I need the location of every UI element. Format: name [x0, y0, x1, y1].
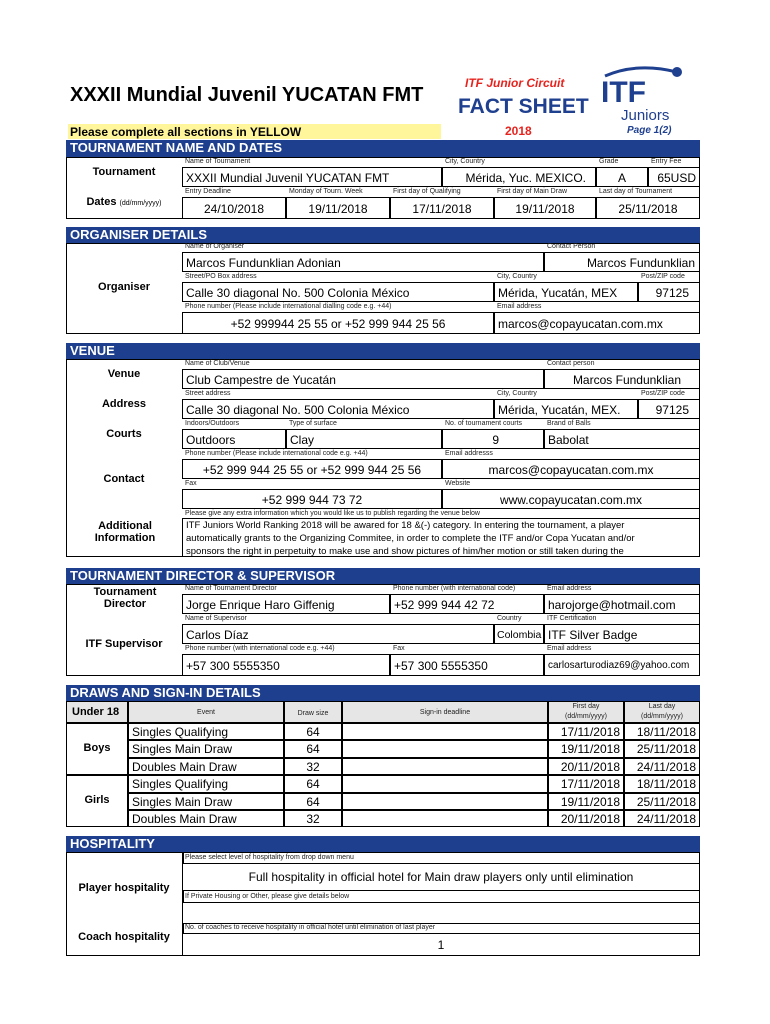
main-draw-value: 19/11/2018	[515, 202, 575, 216]
boys-draw-last-value: 18/11/2018	[636, 725, 696, 739]
venue-fax-value: +52 999 944 73 72	[261, 493, 363, 507]
venue-city-field[interactable]	[494, 399, 638, 419]
hospitality-select-value: Full hospitality in official hotel for Main draw players only until elimination	[248, 870, 634, 884]
boys-draw-size-value: 64	[306, 725, 320, 739]
grade-value: A	[617, 171, 626, 185]
qualifying-value: 17/11/2018	[412, 202, 472, 216]
venue-email-field[interactable]	[442, 459, 700, 479]
td-phone-field[interactable]	[390, 594, 544, 614]
venue-city-label: City, Country	[497, 390, 537, 397]
entry-fee-field[interactable]	[648, 167, 700, 187]
organiser-phone-label: Phone number (Please include international dialling code e.g. +44)	[185, 303, 392, 310]
boys-draw-last-value: 24/11/2018	[636, 760, 696, 774]
venue-person-value: Marcos Fundunklian	[572, 373, 681, 387]
organiser-email-label: Email address	[497, 303, 542, 310]
last-day-label: Last day of Tournament	[599, 188, 673, 195]
balls-field[interactable]	[544, 429, 700, 449]
extra-info-label: Please give any extra information which you would like us to publish regarding the venue below	[185, 510, 480, 517]
qualifying-label: First day of Qualifying	[393, 188, 461, 195]
venue-email-value: marcos@copayucatan.com.mx	[488, 463, 654, 477]
entry-fee-value: 65USD	[657, 171, 696, 185]
boys-draw-first-value: 17/11/2018	[560, 725, 620, 739]
venue-row-label: Venue	[107, 368, 141, 380]
td-email-value: harojorge@hotmail.com	[548, 598, 676, 612]
supervisor-row-label: ITF Supervisor	[85, 638, 163, 650]
girls-draw-first-value: 17/11/2018	[560, 777, 620, 791]
girls-label: Girls	[84, 794, 110, 806]
girls-draw-event-value: Doubles Main Draw	[132, 812, 237, 826]
girls-draw-last-cell[interactable]	[624, 793, 700, 810]
girls-draw-event-cell[interactable]	[128, 793, 284, 810]
sup-country-field[interactable]	[494, 624, 544, 644]
boys-draw-first-cell[interactable]	[548, 723, 624, 740]
tournament-name-label: Name of Tournament	[185, 158, 251, 165]
sup-email-field[interactable]	[544, 654, 700, 676]
last-day-value: 25/11/2018	[618, 202, 678, 216]
venue-street-value: Calle 30 diagonal No. 500 Colonia México	[186, 403, 410, 417]
venue-post-value: 97125	[655, 403, 689, 417]
organiser-city-value: Mérida, Yucatán, MEX	[498, 286, 618, 300]
year-label: 2018	[505, 124, 532, 138]
girls-draw-signin-cell[interactable]	[342, 810, 548, 827]
boys-draw-size-value: 32	[306, 760, 320, 774]
private-housing-field[interactable]	[182, 902, 700, 924]
organiser-post-label: Post/ZIP code	[641, 273, 685, 280]
td-email-field[interactable]	[544, 594, 700, 614]
venue-fax-label: Fax	[185, 480, 197, 487]
sup-email-label: Email address	[547, 645, 592, 652]
page-title: XXXII Mundial Juvenil YUCATAN FMT	[70, 84, 424, 106]
last-day-field[interactable]	[596, 197, 700, 219]
boys-label: Boys	[83, 742, 111, 754]
entry-deadline-value: 24/10/2018	[203, 202, 265, 216]
entry-fee-label: Entry Fee	[651, 158, 682, 165]
club-value: Club Campestre de Yucatán	[186, 373, 336, 387]
venue-phone-value: +52 999 944 25 55 or +52 999 944 25 56	[202, 463, 422, 477]
boys-draw-size-value: 64	[306, 742, 320, 756]
extra-info-line-3: sponsors the right in perpetuity to make use and show pictures of him/her motion or still taken during the	[186, 546, 624, 557]
sup-cert-label: ITF Certification	[547, 615, 597, 622]
sup-name-label: Name of Supervisor	[185, 615, 247, 622]
first-day-format-text: (dd/mm/yyyy)	[565, 713, 607, 720]
organiser-city-field[interactable]	[494, 282, 638, 302]
girls-draw-size-value: 64	[306, 795, 320, 809]
dates-label-text: Dates	[86, 196, 117, 208]
surface-value: Clay	[290, 433, 315, 447]
extra-info-line-1: ITF Juniors World Ranking 2018 will be awared for 18 &(-) category. In entering the tournament, a player	[186, 520, 625, 531]
boys-draw-event-cell[interactable]	[128, 740, 284, 758]
girls-draw-first-cell[interactable]	[548, 775, 624, 793]
last-day-format-text: (dd/mm/yyyy)	[641, 713, 683, 720]
section-hospitality: HOSPITALITY	[66, 836, 700, 852]
website-label: Website	[445, 480, 471, 487]
organiser-contact-label: Contact Person	[547, 243, 596, 250]
boys-draw-event-value: Doubles Main Draw	[132, 760, 237, 774]
draw-size-header	[284, 701, 342, 723]
venue-person-label: Contact person	[547, 360, 595, 367]
organiser-name-value: Marcos Fundunklian Adonian	[186, 256, 341, 270]
inout-field[interactable]	[182, 429, 286, 449]
girls-draw-last-cell[interactable]	[624, 810, 700, 827]
boys-draw-signin-cell[interactable]	[342, 740, 548, 758]
boys-draw-event-cell[interactable]	[128, 723, 284, 740]
girls-draw-first-cell[interactable]	[548, 793, 624, 810]
organiser-street-field[interactable]	[182, 282, 494, 302]
sup-cert-field[interactable]	[544, 624, 700, 644]
tournament-name-value: XXXII Mundial Juvenil YUCATAN FMT	[186, 171, 390, 185]
girls-draw-event-value: Singles Main Draw	[132, 795, 233, 809]
sup-fax-value: +57 300 5555350	[394, 659, 488, 673]
entry-deadline-field[interactable]	[182, 197, 286, 219]
girls-draw-event-cell[interactable]	[128, 775, 284, 793]
girls-group-cell	[66, 775, 128, 827]
logo-juniors-text: Juniors	[621, 107, 670, 122]
instruction-text: Please complete all sections in YELLOW	[70, 125, 302, 139]
address-row-label: Address	[101, 398, 147, 410]
website-field[interactable]	[442, 489, 700, 509]
girls-draw-size-cell[interactable]	[284, 810, 342, 827]
td-name-value: Jorge Enrique Haro Giffenig	[186, 598, 335, 612]
section-organiser: ORGANISER DETAILS	[66, 227, 700, 243]
td-phone-value: +52 999 944 42 72	[394, 598, 495, 612]
signin-header	[342, 701, 548, 723]
organiser-row-label: Organiser	[98, 281, 150, 293]
venue-city-value: Mérida, Yucatán, MEX.	[498, 403, 621, 417]
boys-draw-first-cell[interactable]	[548, 740, 624, 758]
organiser-street-value: Calle 30 diagonal No. 500 Colonia México	[186, 286, 410, 300]
venue-post-label: Post/ZIP code	[641, 390, 685, 397]
venue-fax-field[interactable]	[182, 489, 442, 509]
grade-field[interactable]	[596, 167, 648, 187]
girls-draw-last-value: 25/11/2018	[636, 795, 696, 809]
girls-draw-event-value: Singles Qualifying	[132, 777, 229, 791]
sup-name-value: Carlos Díaz	[186, 628, 249, 642]
girls-draw-first-cell[interactable]	[548, 810, 624, 827]
boys-draw-last-cell[interactable]	[624, 758, 700, 775]
organiser-email-value: marcos@copayucatan.com.mx	[498, 317, 663, 331]
organiser-city-label: City, Country	[497, 273, 537, 280]
dates-format-text: (dd/mm/yyyy)	[119, 200, 162, 207]
qualifying-field[interactable]	[390, 197, 494, 219]
section-director: TOURNAMENT DIRECTOR & SUPERVISOR	[66, 568, 700, 584]
sup-phone-field[interactable]	[182, 654, 390, 676]
girls-draw-last-cell[interactable]	[624, 775, 700, 793]
venue-post-field[interactable]	[638, 399, 700, 419]
venue-street-label: Street address	[185, 390, 231, 397]
girls-draw-size-value: 64	[306, 777, 320, 791]
sup-phone-value: +57 300 5555350	[186, 659, 280, 673]
organiser-contact-value: Marcos Fundunklian	[586, 256, 695, 270]
itf-juniors-logo	[597, 62, 687, 122]
sup-country-label: Country	[497, 615, 522, 622]
main-draw-field[interactable]	[494, 197, 596, 219]
td-name-label: Name of Tournament Director	[185, 585, 277, 592]
td-name-field[interactable]	[182, 594, 390, 614]
tournament-city-label: City, Country	[445, 158, 485, 165]
tournament-city-field[interactable]	[442, 167, 596, 187]
sup-phone-label: Phone number (with international code e.g. +44)	[185, 645, 335, 652]
inout-value: Outdoors	[186, 433, 236, 447]
venue-email-label: Email addresss	[445, 450, 493, 457]
sup-email-value: carlosarturodiaz69@yahoo.com	[548, 660, 690, 671]
td-email-label: Email address	[547, 585, 592, 592]
girls-draw-first-value: 19/11/2018	[560, 795, 620, 809]
organiser-contact-field[interactable]	[544, 252, 700, 272]
age-group-cell	[66, 701, 128, 723]
venue-street-field[interactable]	[182, 399, 494, 419]
courts-number-value: 9	[492, 433, 499, 447]
girls-draw-signin-cell[interactable]	[342, 793, 548, 810]
boys-draw-event-value: Singles Main Draw	[132, 742, 233, 756]
draw-size-header-text: Draw size	[297, 710, 329, 717]
courts-number-field[interactable]	[442, 429, 544, 449]
section-tournament: TOURNAMENT NAME AND DATES	[66, 140, 700, 157]
organiser-phone-field[interactable]	[182, 312, 494, 334]
organiser-post-field[interactable]	[638, 282, 700, 302]
boys-draw-first-cell[interactable]	[548, 758, 624, 775]
boys-draw-signin-cell[interactable]	[342, 758, 548, 775]
signin-header-text: Sign-in deadline	[419, 709, 471, 716]
extra-info-field[interactable]	[182, 518, 700, 557]
club-field[interactable]	[182, 369, 544, 389]
boys-draw-last-cell[interactable]	[624, 723, 700, 740]
boys-draw-event-cell[interactable]	[128, 758, 284, 775]
boys-group-cell	[66, 723, 128, 775]
boys-draw-last-cell[interactable]	[624, 740, 700, 758]
monday-value: 19/11/2018	[308, 202, 368, 216]
sup-fax-label: Fax	[393, 645, 405, 652]
hospitality-select-label: Please select level of hospitality from drop down menu	[185, 854, 354, 861]
tournament-city-value: Mérida, Yuc. MEXICO.	[465, 171, 586, 185]
last-day-header-text: Last day	[648, 703, 676, 710]
girls-draw-first-value: 20/11/2018	[560, 812, 620, 826]
boys-draw-size-cell[interactable]	[284, 740, 342, 758]
boys-draw-last-value: 25/11/2018	[636, 742, 696, 756]
additional-info-row-label: Additional Information	[94, 520, 156, 544]
logo-itf-text: ITF	[601, 76, 646, 109]
last-day-header	[624, 701, 700, 723]
sup-name-field[interactable]	[182, 624, 494, 644]
organiser-name-label: Name of Organiser	[185, 243, 245, 250]
girls-draw-size-cell[interactable]	[284, 793, 342, 810]
girls-draw-size-cell[interactable]	[284, 775, 342, 793]
inout-label: Indoors/Outdoors	[185, 420, 240, 427]
grade-label: Grade	[599, 158, 619, 165]
organiser-phone-value: +52 999944 25 55 or +52 999 944 25 56	[230, 317, 446, 331]
player-hospitality-label: Player hospitality	[78, 882, 170, 894]
girls-draw-last-value: 24/11/2018	[636, 812, 696, 826]
organiser-name-field[interactable]	[182, 252, 544, 272]
surface-field[interactable]	[286, 429, 442, 449]
section-draws: DRAWS AND SIGN-IN DETAILS	[66, 685, 700, 701]
balls-label: Brand of Balls	[547, 420, 591, 427]
circuit-label: ITF Junior Circuit	[465, 76, 565, 90]
td-phone-label: Phone number (with international code)	[393, 585, 516, 592]
courts-row-label: Courts	[106, 428, 142, 440]
coaches-value: 1	[437, 938, 445, 952]
courts-number-label: No. of tournament courts	[445, 420, 523, 427]
boys-draw-size-cell[interactable]	[284, 758, 342, 775]
tournament-name-field[interactable]	[182, 167, 442, 187]
club-label: Name of Club/Venue	[185, 360, 250, 367]
balls-value: Babolat	[548, 433, 589, 447]
monday-field[interactable]	[286, 197, 390, 219]
boys-draw-first-value: 20/11/2018	[560, 760, 620, 774]
page-number: Page 1(2)	[627, 125, 672, 136]
director-row-label: Tournament Director	[93, 586, 157, 610]
dates-row-label	[66, 196, 182, 208]
surface-label: Type of surface	[289, 420, 337, 427]
sup-fax-field[interactable]	[390, 654, 544, 676]
event-header-text: Event	[197, 709, 215, 716]
fact-sheet-heading: FACT SHEET	[458, 95, 589, 118]
first-day-header	[548, 701, 624, 723]
organiser-post-value: 97125	[655, 286, 689, 300]
event-header	[128, 701, 284, 723]
organiser-street-label: Street/PO Box address	[185, 273, 257, 280]
venue-person-field[interactable]	[544, 369, 700, 389]
boys-draw-event-value: Singles Qualifying	[132, 725, 229, 739]
private-housing-label: If Private Housing or Other, please give details below	[185, 893, 350, 900]
venue-phone-label: Phone number (Please include international code e.g. +44)	[185, 450, 368, 457]
tournament-row-label: Tournament	[92, 166, 156, 178]
contact-row-label: Contact	[103, 473, 145, 485]
girls-draw-event-cell[interactable]	[128, 810, 284, 827]
boys-draw-first-value: 19/11/2018	[560, 742, 620, 756]
sup-country-value: Colombia	[497, 629, 542, 641]
boys-draw-size-cell[interactable]	[284, 723, 342, 740]
monday-label: Monday of Tourn. Week	[289, 188, 363, 195]
first-day-header-text: First day	[572, 703, 600, 710]
main-draw-label: First day of Main Draw	[497, 188, 568, 195]
boys-draw-signin-cell[interactable]	[342, 723, 548, 740]
extra-info-line-2: automatically grants to the Organizing Commitee, in order to complete the ITF and/or Copa Yucatan and/or	[186, 533, 635, 544]
coach-hospitality-label: Coach hospitality	[78, 931, 170, 943]
entry-deadline-label: Entry Deadline	[185, 188, 231, 195]
age-group-label: Under 18	[72, 706, 120, 718]
hospitality-select-field[interactable]	[182, 863, 700, 891]
coaches-field[interactable]	[182, 933, 700, 956]
girls-draw-last-value: 18/11/2018	[636, 777, 696, 791]
coaches-label: No. of coaches to receive hospitality in official hotel until elimination of last player	[185, 924, 436, 931]
website-value: www.copayucatan.com.mx	[499, 493, 643, 507]
organiser-email-field[interactable]	[494, 312, 700, 334]
venue-phone-field[interactable]	[182, 459, 442, 479]
girls-draw-size-value: 32	[306, 812, 320, 826]
girls-draw-signin-cell[interactable]	[342, 775, 548, 793]
section-venue: VENUE	[66, 343, 700, 359]
sup-cert-value: ITF Silver Badge	[548, 628, 638, 642]
